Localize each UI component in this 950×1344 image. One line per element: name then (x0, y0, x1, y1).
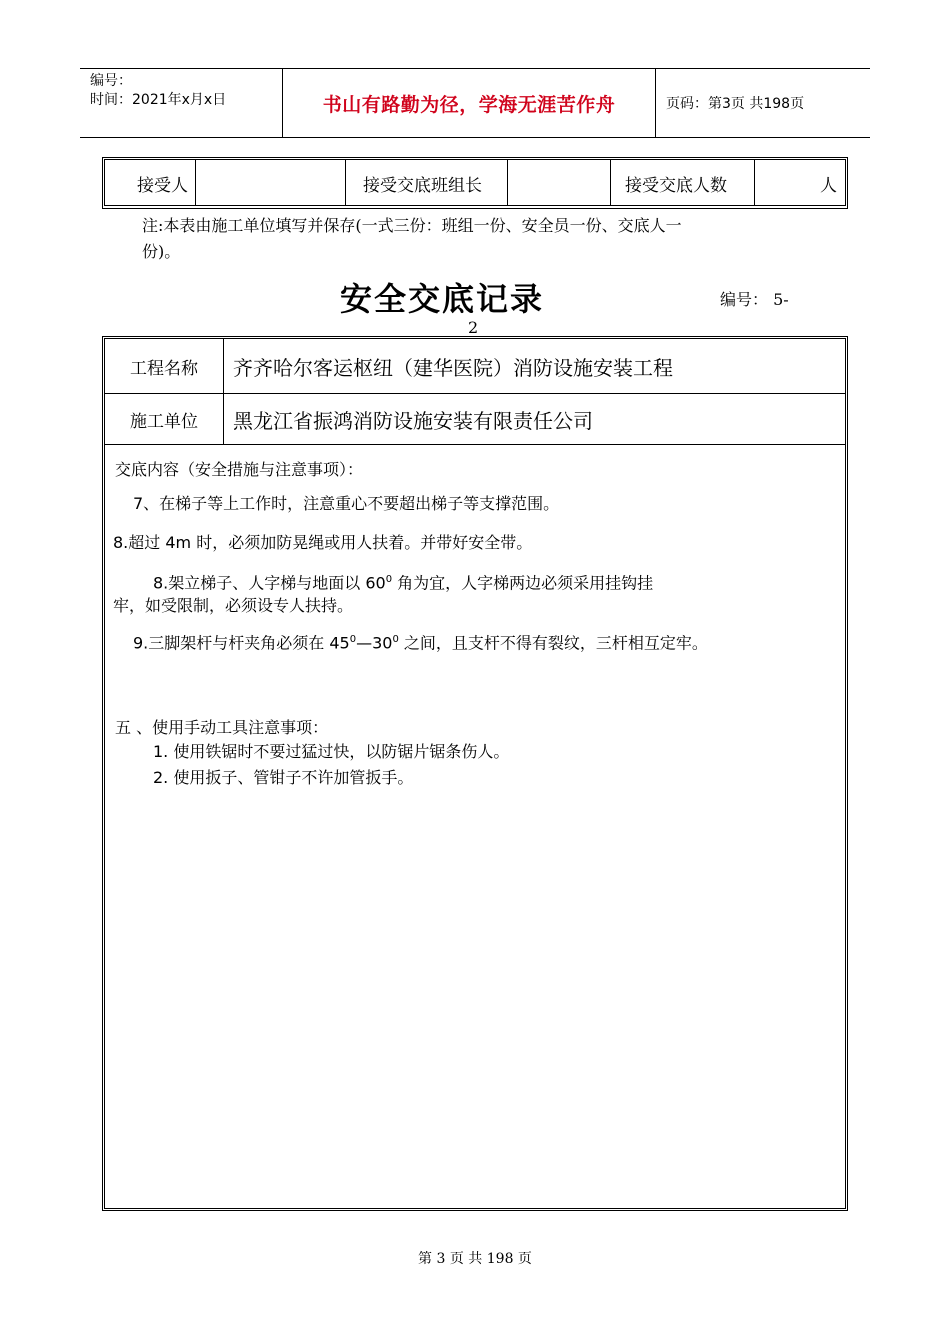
note-line-2: 份)。 (142, 242, 181, 261)
count-unit: 人 (820, 175, 837, 196)
page-footer: 第 3 页 共 198 页 (418, 1251, 532, 1267)
item-8b (153, 569, 653, 594)
team-leader-label: 接受交底班组长 (363, 175, 482, 196)
unit-row (105, 394, 845, 445)
item-7: 7、在梯子等上工作时，注意重心不要超出梯子等支撑范围。 (133, 494, 560, 513)
count-label: 接受交底人数 (625, 175, 727, 196)
record-number: 编号： 5- (720, 290, 789, 309)
header-meta (80, 69, 282, 137)
record-table (102, 336, 848, 1211)
note-line-1: 注:本表由施工单位填写并保存(一式三份：班组一份、安全员一份、交底人一 (142, 216, 682, 235)
project-row (105, 339, 845, 394)
tool-item-2: 2. 使用扳子、管钳子不许加管扳手。 (153, 768, 414, 787)
page-header (80, 68, 870, 138)
project-value: 齐齐哈尔客运枢纽（建华医院）消防设施安装工程 (233, 355, 673, 380)
divider (345, 160, 346, 206)
project-label: 工程名称 (105, 339, 224, 393)
header-motto-cell (282, 69, 656, 137)
record-number-suffix: 2 (468, 318, 479, 337)
divider (507, 160, 508, 206)
content-heading: 交底内容（安全措施与注意事项）： (115, 460, 364, 479)
degree-sup: 0 (392, 634, 399, 645)
page-title: 安全交底记录 (340, 280, 545, 318)
receiver-table (102, 157, 848, 209)
unit-value: 黑龙江省振鸿消防设施安装有限责任公司 (233, 408, 593, 433)
unit-label: 施工单位 (105, 394, 224, 444)
item-8b-text-end: 角为宜，人字梯两边必须采用挂钩挂 (392, 573, 654, 593)
item-9 (133, 629, 708, 654)
divider (754, 160, 755, 206)
header-page-code: 页码：第3页 共198页 (666, 96, 805, 112)
item-8b-text: 8.架立梯子、人字梯与地面以 60 (153, 573, 386, 593)
item-9-text-end: 之间，且支杆不得有裂纹，三杆相互定牢。 (398, 633, 708, 653)
divider (610, 160, 611, 206)
divider (195, 160, 196, 206)
section-5-heading: 五 、使用手动工具注意事项： (115, 718, 329, 737)
team-leader-value (517, 160, 607, 206)
receiver-label: 接受人 (137, 175, 188, 196)
tool-item-1: 1. 使用铁锯时不要过猛过快，以防锯片锯条伤人。 (153, 742, 510, 761)
degree-sup: 0 (385, 574, 393, 585)
item-9-text-mid: —30 (356, 633, 393, 653)
header-number: 编号： (90, 73, 132, 89)
receiver-value (205, 160, 335, 206)
header-page-cell (656, 69, 870, 137)
header-motto: 书山有路勤为径，学海无涯苦作舟 (322, 93, 616, 116)
degree-sup: 0 (349, 634, 357, 645)
item-8b-line-2: 牢，如受限制，必须设专人扶持。 (113, 596, 354, 615)
header-time: 时间：2021年x月x日 (90, 92, 227, 108)
item-9-text: 9.三脚架杆与杆夹角必须在 45 (133, 633, 350, 653)
item-8a: 8.超过 4m 时，必须加防晃绳或用人扶着。并带好安全带。 (113, 533, 533, 552)
